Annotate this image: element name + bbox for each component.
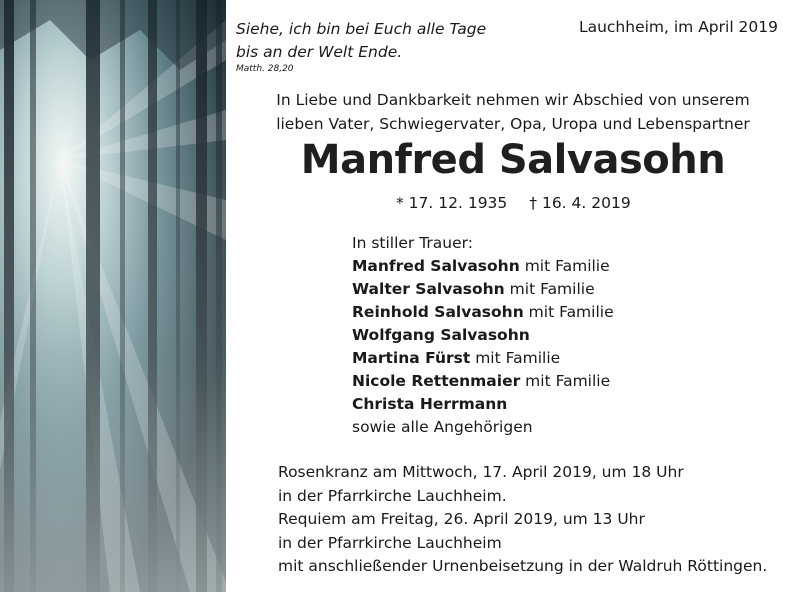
- mourner-entry: [352, 301, 614, 324]
- service-line: Requiem am Freitag, 26. April 2019, um 13 Uhr: [278, 510, 645, 528]
- mourner-entry: [352, 347, 614, 370]
- mourner-entry: [352, 278, 614, 301]
- mourner-name: Nicole Rettenmaier: [352, 372, 521, 390]
- service-line: in der Pfarrkirche Lauchheim: [278, 533, 502, 552]
- mourner-suffix: mit Familie: [519, 257, 610, 275]
- mourner-suffix: mit Familie: [504, 280, 595, 298]
- service-info: [278, 461, 767, 579]
- verse-line: Siehe, ich bin bei Euch alle Tage: [236, 20, 487, 38]
- mourners-heading: In stiller Trauer:: [352, 234, 473, 252]
- forest-sunbeam-photo: [0, 0, 226, 592]
- mourner-name: Walter Salvasohn: [352, 280, 505, 298]
- mourner-entry: [352, 255, 614, 278]
- bible-verse: [236, 18, 486, 64]
- mourner-entry: [352, 393, 614, 416]
- service-line: in der Pfarrkirche Lauchheim.: [278, 486, 507, 505]
- mourner-suffix: mit Familie: [520, 372, 611, 390]
- intro-line: In Liebe und Dankbarkeit nehmen wir Abschied von unserem: [276, 91, 750, 109]
- mourner-entry: [352, 370, 614, 393]
- verse-reference: Matth. 28,20: [236, 64, 294, 74]
- death-date: † 16. 4. 2019: [529, 194, 631, 212]
- mourner-name: Manfred Salvasohn: [352, 257, 520, 275]
- place-date: Lauchheim, im April 2019: [578, 18, 778, 36]
- life-dates: [396, 194, 631, 212]
- mourners-block: [352, 232, 614, 439]
- service-line: Rosenkranz am Mittwoch, 17. April 2019, um 18 Uhr: [278, 463, 684, 481]
- intro-text: [226, 88, 800, 136]
- mourner-name: Christa Herrmann: [352, 395, 508, 413]
- mourner-entry: [352, 324, 614, 347]
- service-line: mit anschließender Urnenbeisetzung in der Waldruh Röttingen.: [278, 557, 768, 575]
- mourner-name: Reinhold Salvasohn: [352, 303, 524, 321]
- mourners-closing: sowie alle Angehörigen: [352, 418, 533, 436]
- birth-date: * 17. 12. 1935: [396, 194, 508, 212]
- mourner-suffix: mit Familie: [523, 303, 614, 321]
- mourner-name: Wolfgang Salvasohn: [352, 326, 530, 344]
- mourner-suffix: mit Familie: [470, 349, 561, 367]
- mourner-name: Martina Fürst: [352, 349, 471, 367]
- deceased-name: Manfred Salvasohn: [300, 137, 726, 183]
- intro-line: lieben Vater, Schwiegervater, Opa, Uropa und Lebenspartner: [276, 115, 750, 133]
- verse-line: bis an der Welt Ende.: [236, 43, 403, 61]
- obituary-notice: [226, 0, 800, 592]
